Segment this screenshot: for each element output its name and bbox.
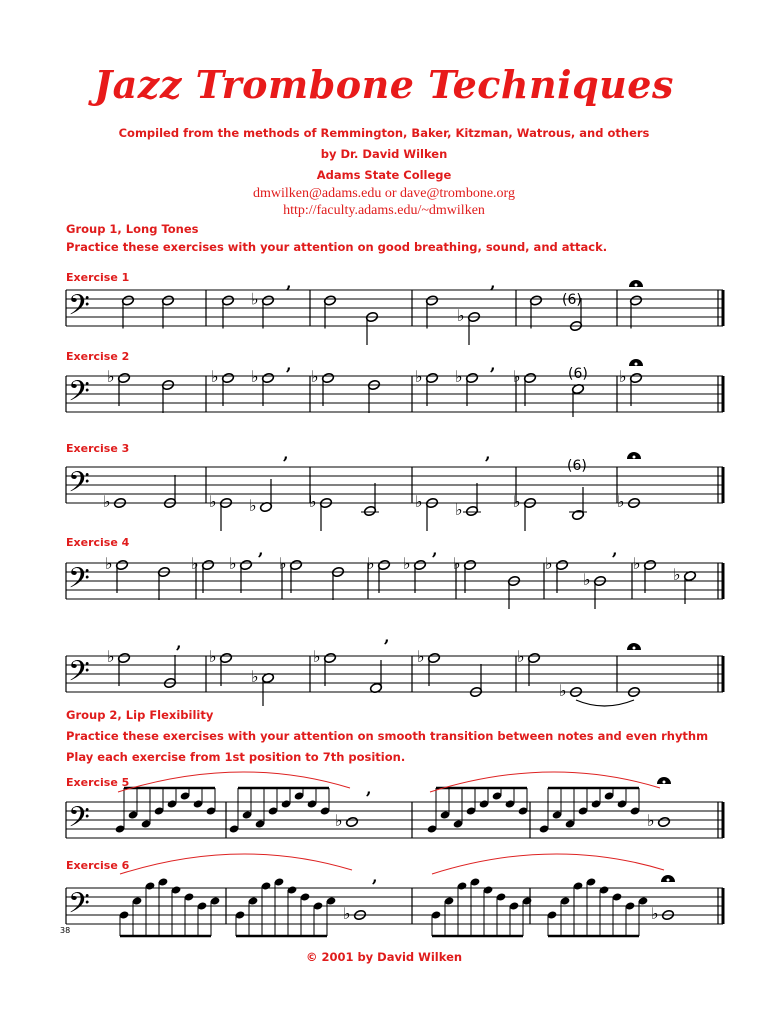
flat-icon: ♭ <box>651 904 659 923</box>
flat-icon: ♭ <box>415 367 423 386</box>
flat-icon: ♭ <box>583 570 591 589</box>
exercise-2-label: Exercise 2 <box>66 350 130 363</box>
page-number: 38 <box>60 926 71 935</box>
flat-icon: ♭ <box>309 492 317 511</box>
group2-instructions: Practice these exercises with your attention on smooth transition between notes and even rhythm <box>66 729 709 743</box>
bass-clef-icon: 𝄢 <box>68 562 90 602</box>
flat-icon: ♭ <box>417 647 425 666</box>
breath-mark-icon: , <box>176 633 182 652</box>
exercise-4-label: Exercise 4 <box>66 536 130 549</box>
breath-mark-icon: , <box>372 867 378 886</box>
compiled-credit: Compiled from the methods of Remmington, Baker, Kitzman, Watrous, and others <box>118 126 650 140</box>
flat-icon: ♭ <box>453 554 461 573</box>
flat-icon: ♭ <box>251 289 259 309</box>
flat-icon: ♭ <box>367 554 375 573</box>
flat-icon: ♭ <box>633 554 641 573</box>
flat-icon: ♭ <box>513 492 521 511</box>
breath-mark-icon: , <box>490 355 496 374</box>
flat-icon: ♭ <box>279 554 287 573</box>
breath-mark-icon: , <box>384 627 390 646</box>
slur-line <box>432 854 664 874</box>
flat-icon: ♭ <box>457 306 465 325</box>
position-annotation: (6) <box>567 458 587 474</box>
exercise-5-label: Exercise 5 <box>66 776 130 789</box>
flat-icon: ♭ <box>229 554 237 573</box>
fermata-dot <box>667 879 670 882</box>
breath-mark-icon: , <box>286 273 292 292</box>
flat-icon: ♭ <box>403 554 411 573</box>
group2-instructions-2: Play each exercise from 1st position to 7th position. <box>66 750 406 764</box>
flat-icon: ♭ <box>647 811 655 830</box>
contact-email: dmwilken@adams.edu or dave@trombone.org <box>253 186 515 201</box>
flat-icon: ♭ <box>191 554 199 573</box>
note-head <box>345 816 358 827</box>
flat-icon: ♭ <box>617 492 625 511</box>
page-title: Jazz Trombone Techniques <box>94 62 674 107</box>
flat-icon: ♭ <box>105 554 113 573</box>
exercise-1-label: Exercise 1 <box>66 271 130 284</box>
flat-icon: ♭ <box>209 492 217 511</box>
fermata-dot <box>635 284 638 287</box>
exercise-6-label: Exercise 6 <box>66 859 130 872</box>
bass-clef-icon: 𝄢 <box>68 375 90 415</box>
flat-icon: ♭ <box>343 904 351 923</box>
flat-icon: ♭ <box>517 647 525 666</box>
flat-icon: ♭ <box>545 554 553 573</box>
flat-icon: ♭ <box>209 647 217 666</box>
flat-icon: ♭ <box>455 500 463 519</box>
flat-icon: ♭ <box>313 647 321 666</box>
position-annotation: (6) <box>568 366 588 382</box>
fermata-dot <box>633 647 636 650</box>
flat-icon: ♭ <box>251 667 259 686</box>
breath-mark-icon: , <box>485 444 491 463</box>
breath-mark-icon: , <box>366 779 372 798</box>
copyright-footer: © 2001 by David Wilken <box>305 950 463 964</box>
group1-instructions: Practice these exercises with your attention on good breathing, sound, and attack. <box>66 240 608 254</box>
flat-icon: ♭ <box>251 367 259 386</box>
exercise-3-label: Exercise 3 <box>66 442 130 455</box>
note-head <box>657 816 670 827</box>
fermata-dot <box>633 456 636 459</box>
fermata-dot <box>635 363 638 366</box>
bass-clef-icon: 𝄢 <box>68 801 90 841</box>
flat-icon: ♭ <box>559 681 567 700</box>
bass-clef-icon: 𝄢 <box>68 887 90 927</box>
bass-clef-icon: 𝄢 <box>68 466 90 506</box>
flat-icon: ♭ <box>103 492 111 511</box>
fermata-dot <box>663 781 666 784</box>
flat-icon: ♭ <box>673 565 681 584</box>
breath-mark-icon: , <box>286 355 292 374</box>
breath-mark-icon: , <box>432 540 438 559</box>
flat-icon: ♭ <box>311 367 319 386</box>
slur-line <box>120 854 352 874</box>
flat-icon: ♭ <box>513 367 521 386</box>
flat-icon: ♭ <box>415 492 423 511</box>
contact-url: http://faculty.adams.edu/~dmwilken <box>283 203 485 218</box>
tie-line <box>576 700 634 706</box>
institution: Adams State College <box>316 168 452 182</box>
flat-icon: ♭ <box>107 647 115 666</box>
position-annotation: (6) <box>562 292 582 308</box>
breath-mark-icon: , <box>490 273 496 292</box>
group1-heading: Group 1, Long Tones <box>66 222 199 236</box>
bass-clef-icon: 𝄢 <box>68 655 90 695</box>
breath-mark-icon: , <box>612 540 618 559</box>
breath-mark-icon: , <box>283 444 289 463</box>
group2-heading: Group 2, Lip Flexibility <box>66 708 214 722</box>
flat-icon: ♭ <box>107 367 115 386</box>
flat-icon: ♭ <box>455 367 463 386</box>
breath-mark-icon: , <box>258 540 264 559</box>
flat-icon: ♭ <box>249 496 257 515</box>
flat-icon: ♭ <box>335 811 343 830</box>
bass-clef-icon: 𝄢 <box>68 289 90 329</box>
flat-icon: ♭ <box>619 367 627 386</box>
author-credit: by Dr. David Wilken <box>320 147 448 161</box>
flat-icon: ♭ <box>211 367 219 386</box>
